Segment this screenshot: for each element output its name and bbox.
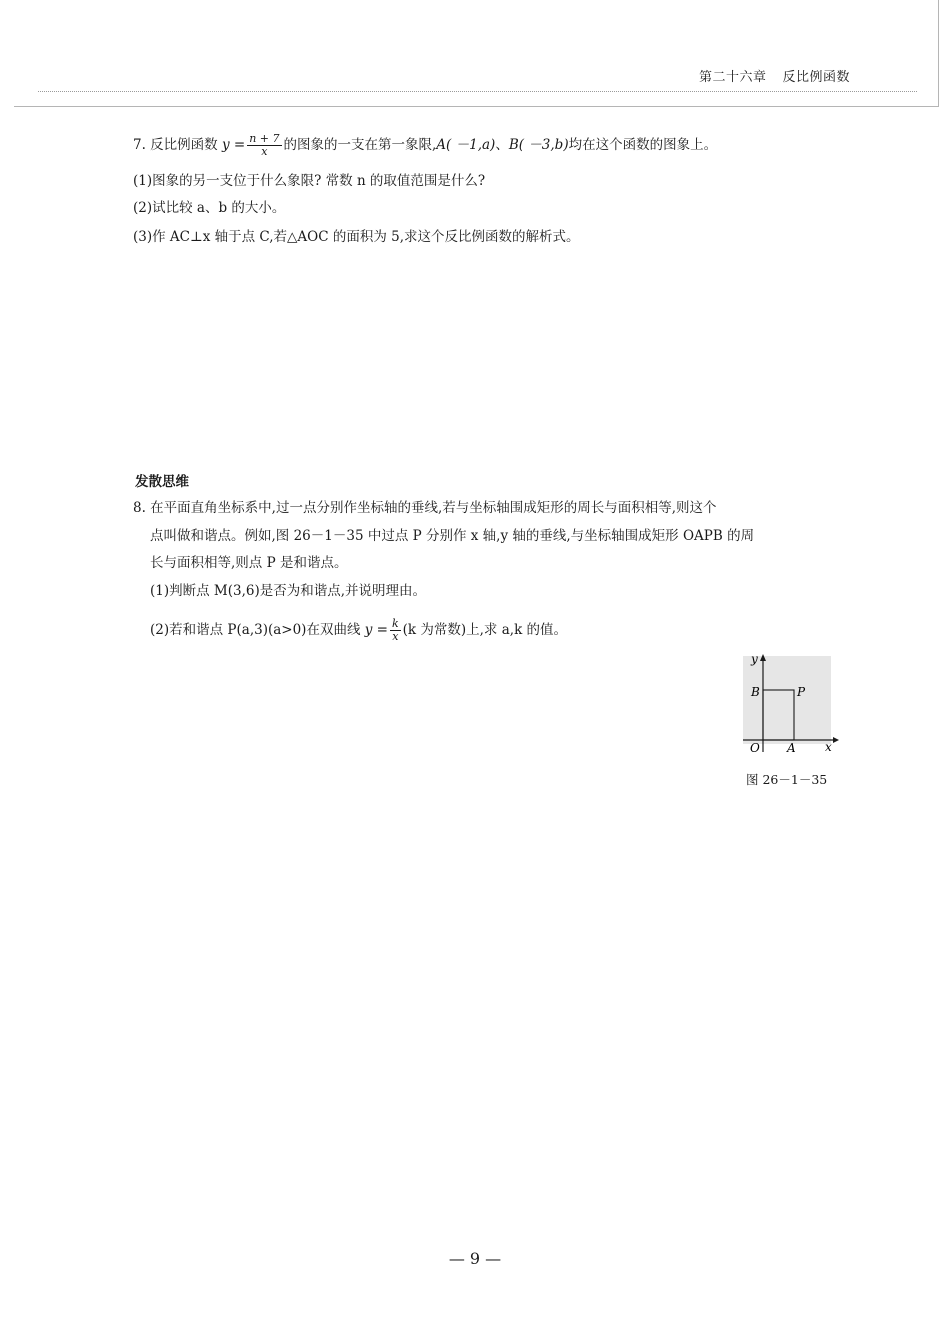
question-7-stem: 7. 反比例函数 y = $\frac{n + 7}{x}$ 的图象的一支在第一象限,A( －1,a)、B( －3,b)均在这个函数的图象上。 [133, 132, 718, 158]
question-8-part-2: (2)若和谐点 P(a,3)(a>0)在双曲线 y = $\frac{k}{x}$ (k 为常数)上,求 a,k 的值。 [150, 617, 568, 643]
label-y: y [751, 652, 758, 666]
question-7-part-3: (3)作 AC⊥x 轴于点 C,若△AOC 的面积为 5,求这个反比例函数的解析式。 [133, 229, 580, 245]
figure-background [743, 656, 831, 744]
chapter-title: 反比例函数 [782, 70, 850, 85]
figure-caption: 图 26－1－35 [746, 772, 828, 787]
running-header [699, 66, 850, 85]
header-divider [38, 91, 917, 92]
question-8-line-3: 长与面积相等,则点 P 是和谐点。 [150, 555, 348, 571]
question-8-line-1: 8. 在平面直角坐标系中,过一点分别作坐标轴的垂线,若与坐标轴围成矩形的周长与面积相等,则这个 [133, 500, 717, 516]
chapter-number: 第二十六章 [698, 70, 767, 85]
crop-mark-horizontal [14, 106, 938, 107]
section-title: 发散思维 [135, 474, 189, 490]
fraction-k-over-x: $\frac{k}{x}$ [391, 617, 399, 643]
question-7-part-2: (2)试比较 a、b 的大小。 [133, 200, 286, 216]
fraction-n-plus-7-over-x: $\frac{n + 7}{x}$ [249, 132, 280, 158]
page-number: — 9 — [448, 1249, 502, 1268]
x-axis-arrow [833, 737, 839, 743]
label-o: O [750, 741, 760, 755]
crop-mark-vertical [938, 0, 939, 107]
figure-rectangle-oapb [735, 648, 845, 758]
question-7-part-1: (1)图象的另一支位于什么象限? 常数 n 的取值范围是什么? [133, 173, 486, 189]
question-8-line-2: 点叫做和谐点。例如,图 26－1－35 中过点 P 分别作 x 轴,y 轴的垂线,与坐标轴围成矩形 OAPB 的周 [150, 528, 755, 544]
label-p: P [797, 685, 806, 699]
label-b: B [751, 685, 760, 699]
label-x: x [825, 740, 832, 754]
question-8-part-1: (1)判断点 M(3,6)是否为和谐点,并说明理由。 [150, 583, 427, 599]
label-a: A [787, 741, 796, 755]
